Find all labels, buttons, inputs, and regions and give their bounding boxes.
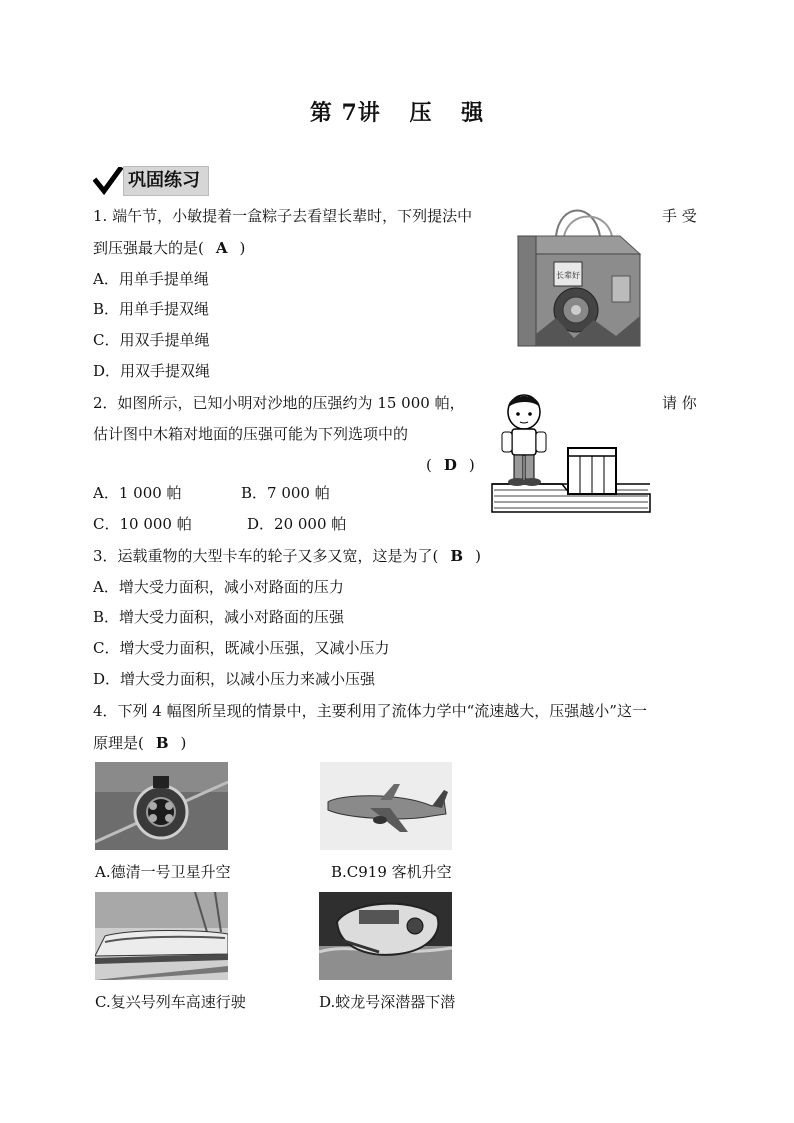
q1-stem-line1: 1. 端午节，小敏提着一盒粽子去看望长辈时，下列提法中 bbox=[93, 207, 473, 225]
gift-box-text: 长辈好 bbox=[556, 271, 580, 280]
q2-option-d: D．20 000 帕 bbox=[247, 515, 347, 533]
q1-option-c: C．用双手提单绳 bbox=[93, 331, 210, 349]
gift-box-illustration bbox=[516, 206, 642, 350]
q1-option-b: B．用单手提双绳 bbox=[93, 300, 210, 318]
train-photo bbox=[95, 892, 228, 980]
q4-stem-line1: 4．下列 4 幅图所呈现的情景中，主要利用了流体力学中“流速越大，压强越小”这一 bbox=[93, 702, 647, 720]
section-header bbox=[93, 167, 209, 195]
page-title bbox=[0, 96, 794, 127]
boy-and-box-illustration bbox=[490, 390, 652, 514]
q2-answer-bracket: ( D ) bbox=[426, 456, 475, 474]
section-label: 巩固练习 bbox=[123, 166, 209, 196]
q1-answer: A bbox=[215, 239, 228, 257]
satellite-photo bbox=[95, 762, 228, 850]
q2-stem-line2: 估计图中木箱对地面的压强可能为下列选项中的 bbox=[93, 425, 409, 443]
q3-option-c: C．增大受力面积，既减小压强，又减小压力 bbox=[93, 639, 390, 657]
q3-answer: B bbox=[450, 547, 464, 565]
q2-stem-line1: 2．如图所示，已知小明对沙地的压强约为 15 000 帕， bbox=[93, 394, 465, 412]
q3-option-d: D．增大受力面积，以减小压力来减小压强 bbox=[93, 670, 376, 688]
q2-answer: D bbox=[443, 456, 457, 474]
q1-stem-line2: 到压强最大的是( A ) bbox=[93, 239, 246, 257]
q2-stem-line1-tail: 请 你 bbox=[662, 394, 697, 412]
q4-caption-b: B.C919 客机升空 bbox=[331, 863, 452, 881]
q4-stem-line2: 原理是( B ) bbox=[93, 734, 187, 752]
q2-option-c: C．10 000 帕 bbox=[93, 515, 192, 533]
q4-answer: B bbox=[155, 734, 169, 752]
title-word-2: 强 bbox=[461, 100, 485, 126]
checkmark-icon bbox=[93, 167, 123, 195]
q4-caption-d: D.蛟龙号深潜器下潜 bbox=[319, 993, 456, 1011]
q4-caption-c: C.复兴号列车高速行驶 bbox=[95, 993, 246, 1011]
q2-option-b: B．7 000 帕 bbox=[241, 484, 330, 502]
q3-stem: 3．运载重物的大型卡车的轮子又多又宽，这是为了( B ) bbox=[93, 547, 481, 565]
q1-option-a: A．用单手提单绳 bbox=[93, 270, 209, 288]
q1-stem-line1-tail: 手 受 bbox=[662, 207, 697, 225]
airplane-photo bbox=[320, 762, 452, 850]
title-word-1: 压 bbox=[409, 100, 433, 126]
q3-option-b: B．增大受力面积，减小对路面的压强 bbox=[93, 608, 345, 626]
q3-option-a: A．增大受力面积，减小对路面的压力 bbox=[93, 578, 344, 596]
q2-option-a: A．1 000 帕 bbox=[93, 484, 182, 502]
q1-option-d: D．用双手提双绳 bbox=[93, 362, 211, 380]
submersible-photo bbox=[319, 892, 452, 980]
q4-caption-a: A.德清一号卫星升空 bbox=[95, 863, 231, 881]
lecture-number: 第 7讲 bbox=[309, 100, 381, 126]
